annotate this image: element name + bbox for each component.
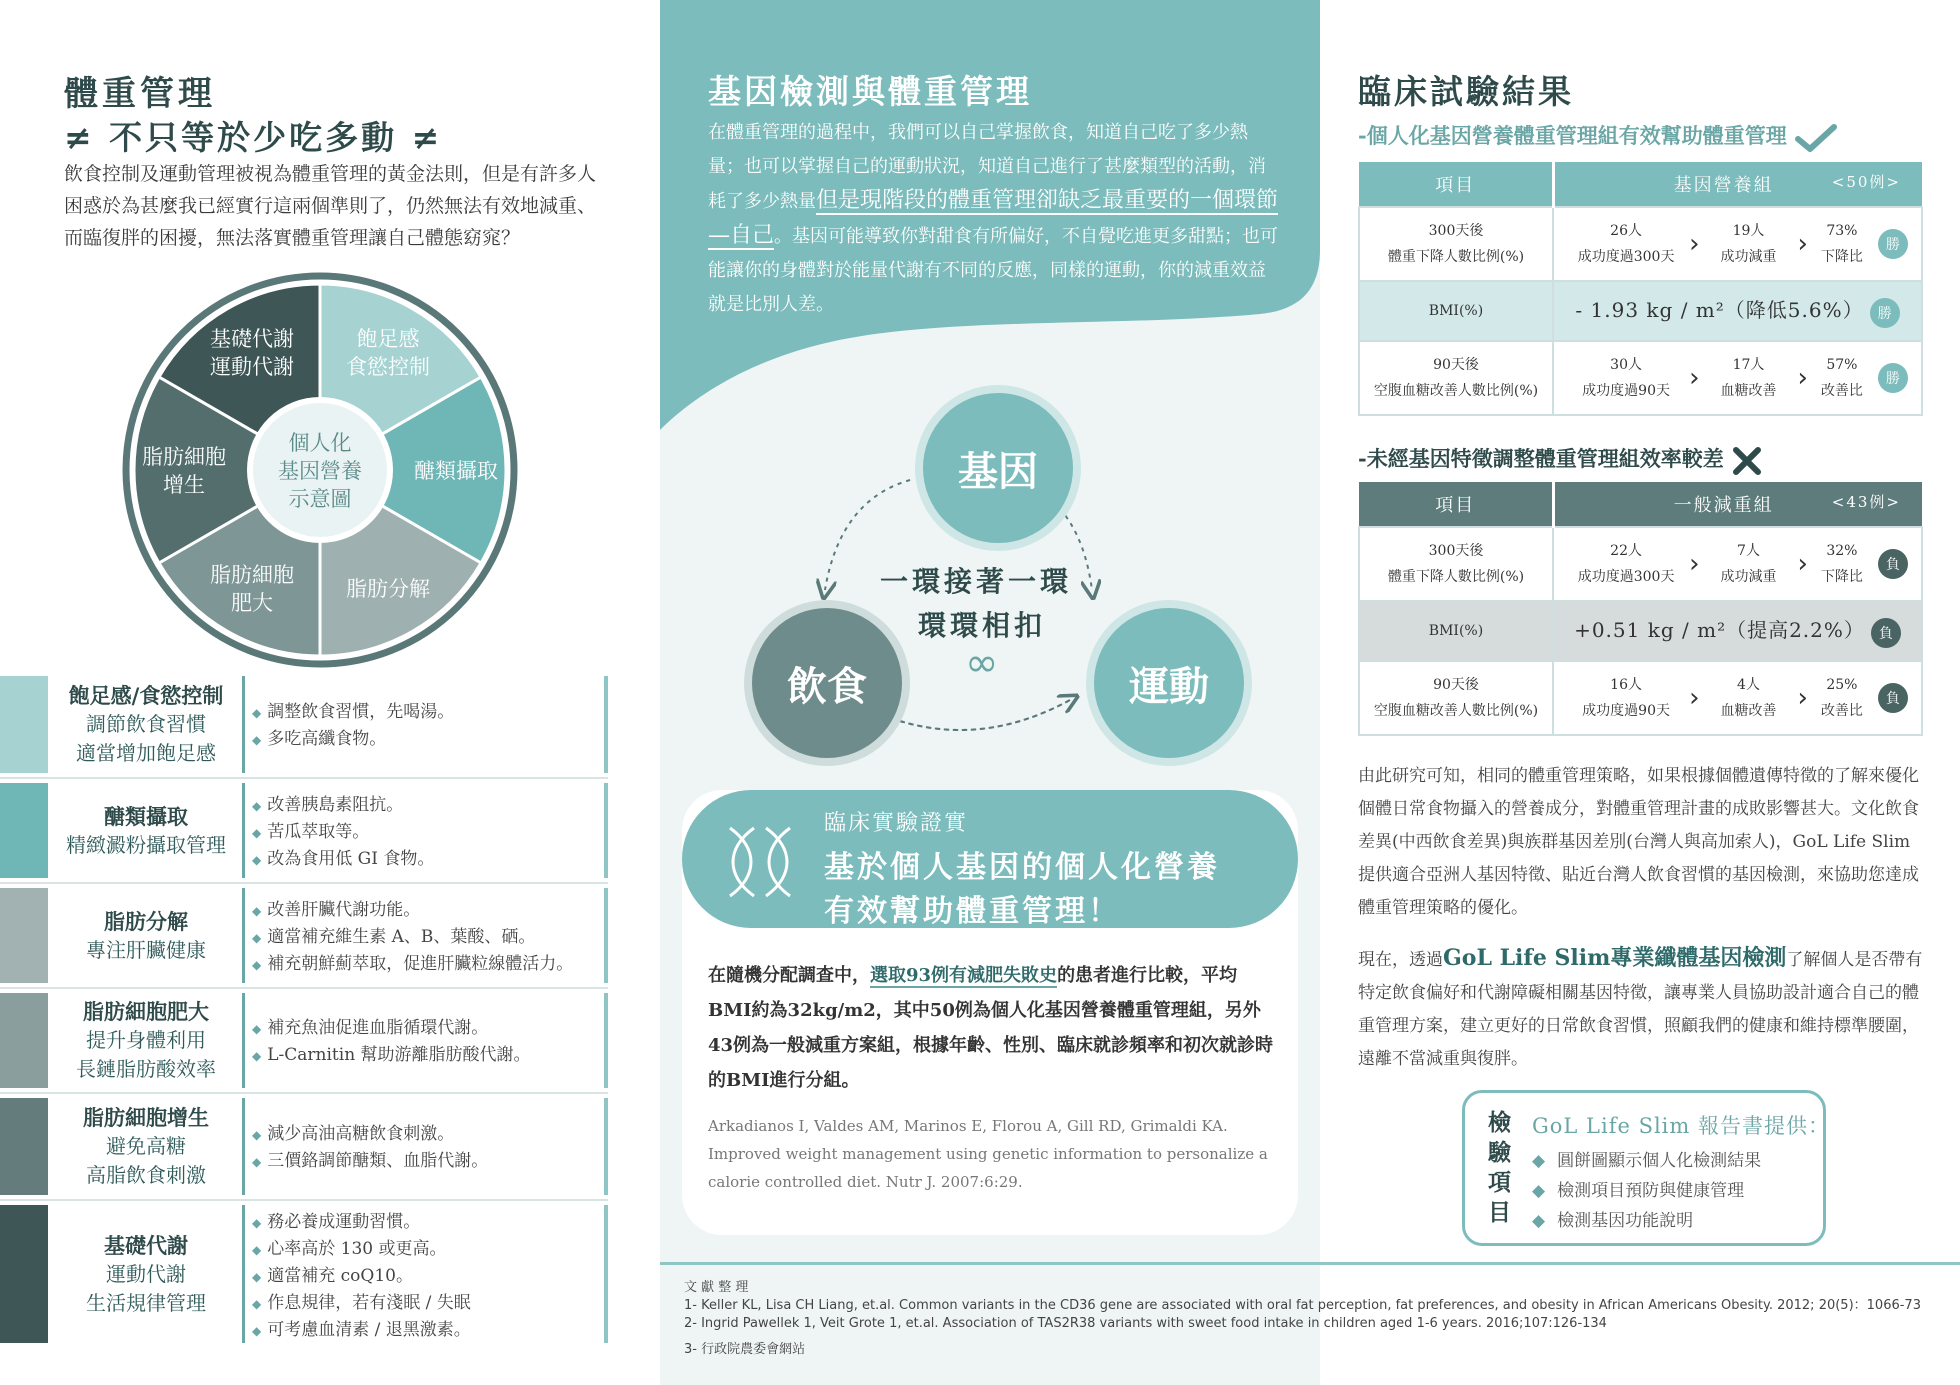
report-title: GoL Life Slim 報告書提供： — [1532, 1114, 1830, 1138]
diamond-icon: ◆ — [252, 1216, 262, 1230]
clinic-para-a: 在隨機分配調查中， — [708, 965, 870, 986]
table-row — [1359, 341, 1922, 415]
value-text: 成功度過90天 — [1582, 703, 1670, 719]
table-item-text: BMI(%) — [1428, 623, 1484, 639]
category-separator — [0, 882, 608, 884]
table-cell-value — [1553, 601, 1922, 661]
category-name: 醣類攝取 — [104, 803, 188, 829]
wheel-center-label: 示意圖 — [288, 487, 352, 511]
report-vertical-char: 檢 — [1488, 1109, 1511, 1136]
diamond-icon: ◆ — [252, 798, 262, 813]
category-item-text: 改為食用低 GI 食物。 — [267, 848, 435, 869]
category-edge — [604, 993, 608, 1088]
report-vertical-char: 項 — [1488, 1169, 1511, 1196]
chevron-right-icon: › — [1689, 683, 1700, 713]
category-edge — [604, 783, 608, 878]
cross-icon — [1731, 446, 1763, 476]
category-edge — [604, 1098, 608, 1195]
reference-item: 2- Ingrid Pawellek 1, Veit Grote 1, et.al. Association of TAS2R38 variants with sweet food intake in children aged 1-6 years. 2016;107:126-134 — [684, 1316, 1607, 1331]
wheel-center-label: 個人化 — [288, 431, 352, 455]
category-item-text: 補充朝鮮薊萃取，促進肝臟粒線體活力。 — [267, 953, 574, 974]
right-paragraph-2 — [1358, 942, 1924, 1076]
category-name: 脂肪分解 — [104, 908, 188, 934]
category-item-text: 心率高於 130 或更高。 — [267, 1239, 447, 1259]
infinity-icon: ∞ — [965, 640, 999, 686]
category-item-text: 三價鉻調節醣類、血脂代謝。 — [267, 1150, 489, 1171]
value-cell — [1812, 672, 1872, 724]
category-edge — [604, 1205, 608, 1343]
category-divider — [242, 993, 245, 1088]
wheel-segment-label: 食慾控制 — [346, 355, 430, 380]
result-badge: 勝 — [1878, 363, 1908, 393]
diamond-icon: ◆ — [252, 1324, 262, 1338]
category-color-bar — [0, 783, 48, 878]
category-item-text: 改善胰島素阻抗。 — [267, 794, 404, 815]
category-title — [48, 1103, 244, 1190]
value-text: 成功度過300天 — [1577, 249, 1675, 265]
value-text: 成功度過90天 — [1582, 383, 1670, 399]
chevron-right-icon: › — [1689, 363, 1700, 393]
category-items — [252, 699, 454, 753]
table-row — [1359, 527, 1922, 601]
category-edge — [604, 676, 608, 773]
chevron-right-icon: › — [1689, 229, 1700, 259]
category-color-bar — [0, 993, 48, 1088]
chevron-right-icon: › — [1689, 549, 1700, 579]
right-subtitle-2-text: -未經基因特徵調整體重管理組效率較差 — [1358, 446, 1724, 471]
category-items — [252, 897, 573, 978]
left-subtitle — [64, 112, 442, 159]
category-item-text: 改善肝臟代謝功能。 — [267, 899, 421, 920]
check-icon — [1794, 123, 1838, 153]
wheel-segment-label: 肥大 — [231, 590, 273, 615]
category-divider — [242, 1098, 245, 1195]
value-text: 25% — [1826, 677, 1858, 693]
value-text: 下降比 — [1820, 249, 1863, 265]
diamond-icon: ◆ — [252, 1154, 262, 1169]
value-text: 改善比 — [1820, 703, 1863, 719]
table-item-text: BMI(%) — [1428, 303, 1484, 319]
value-text: 血糖改善 — [1720, 703, 1777, 719]
left-intro: 飲食控制及運動管理被視為體重管理的黃金法則，但是有許多人困惑於為甚麼我已經實行這兩個準則了，仍然無法有效地減重、而臨復胖的困擾，無法落實體重管理讓自己體態窈窕？ — [64, 163, 597, 249]
value-cell — [1704, 352, 1794, 404]
category-color-bar — [0, 1098, 48, 1195]
right-para2-a: 現在，透過 — [1358, 950, 1443, 970]
category-item-text: 減少高油高糖飲食刺激。 — [267, 1123, 455, 1144]
reference-item: 3- 行政院農委會網站 — [684, 1342, 806, 1357]
table-item-text: 空腹血糖改善人數比例(%) — [1373, 703, 1539, 719]
right-para2-highlight: GoL Life Slim專業纖體基因檢測 — [1443, 945, 1787, 971]
table-cell-value — [1553, 341, 1922, 415]
diamond-icon: ◆ — [252, 903, 262, 918]
table-cell-item — [1359, 341, 1553, 415]
value-text: 30人 — [1610, 357, 1642, 373]
report-item-text: 圓餅圖顯示個人化檢測結果 — [1557, 1151, 1762, 1171]
middle-title: 基因檢測與體重管理 — [708, 72, 1032, 111]
left-title: 體重管理 — [64, 74, 216, 114]
category-separator — [0, 1092, 608, 1094]
category-name: 基礎代謝 — [104, 1232, 188, 1258]
category-item — [252, 924, 573, 951]
table-head-group-name: 基因營養組 — [1673, 175, 1774, 196]
table-item-text: 體重下降人數比例(%) — [1387, 249, 1525, 265]
cycle-gene-circle: 基因 — [915, 385, 1081, 551]
cycle-diet-circle: 飲食 — [744, 600, 910, 766]
table-cell-value — [1553, 207, 1922, 281]
report-vertical-char: 目 — [1488, 1199, 1511, 1226]
category-item — [252, 726, 454, 753]
table-head-group-name: 一般減重組 — [1673, 495, 1774, 516]
report-vertical-label — [1488, 1108, 1518, 1228]
wheel-segment-label: 醣類攝取 — [414, 459, 498, 483]
category-item — [252, 1290, 471, 1317]
middle-intro — [708, 116, 1278, 322]
category-row — [0, 1205, 608, 1343]
chevron-right-icon: › — [1797, 363, 1808, 393]
value-text: 血糖改善 — [1720, 383, 1777, 399]
category-subtitle: 調節飲食習慣 — [86, 712, 206, 736]
value-text: 成功度過300天 — [1577, 569, 1675, 585]
category-items — [252, 1209, 471, 1344]
right-para2-b: 了解個人是否帶有特定飲食偏好和代謝障礙相關基因特徵，讓專業人員協助設計適合自己的體重管理方案，建立更好的日常飲食習慣，照顧我們的健康和維持標準腰圍，遠離不當減重與復胖。 — [1358, 950, 1923, 1069]
diamond-icon: ◆ — [252, 957, 262, 972]
diamond-icon: ◆ — [252, 705, 262, 720]
diamond-icon: ◆ — [252, 1297, 262, 1311]
result-badge: 負 — [1878, 549, 1908, 579]
category-title — [48, 1231, 244, 1318]
category-title — [48, 681, 244, 768]
category-subtitle: 避免高糖 — [106, 1134, 186, 1158]
diamond-icon: ◆ — [252, 1270, 262, 1284]
category-separator — [0, 777, 608, 779]
value-text: 成功減重 — [1720, 249, 1777, 265]
table-cell-value — [1553, 661, 1922, 735]
category-separator — [0, 1199, 608, 1201]
value-text: 4人 — [1737, 677, 1760, 693]
table-cell-item — [1359, 207, 1553, 281]
table-head-item: 項目 — [1359, 162, 1553, 207]
value-cell — [1704, 538, 1794, 590]
category-subtitle: 適當增加飽足感 — [76, 741, 216, 765]
category-item — [252, 897, 573, 924]
table-cell-value — [1553, 281, 1922, 341]
bmi-value: +0.51 kg / m²（提高2.2%） — [1574, 618, 1865, 643]
category-item-text: 調整飲食習慣，先喝湯。 — [267, 701, 455, 722]
table-row — [1359, 601, 1922, 661]
category-item — [252, 1148, 488, 1175]
category-name: 脂肪細胞增生 — [83, 1105, 209, 1130]
category-color-bar — [0, 676, 48, 773]
wheel-segment-label: 基礎代謝 — [210, 327, 294, 352]
category-subtitle: 生活規律管理 — [86, 1290, 206, 1315]
category-item-text: 適當補充 coQ10。 — [267, 1266, 413, 1286]
references-divider — [660, 1262, 1960, 1265]
diamond-icon: ◆ — [252, 930, 262, 945]
right-paragraph-1: 由此研究可知，相同的體重管理策略，如果根據個體遺傳特徵的了解來優化個體日常食物攝入的營養成分，對體重管理計畫的成敗影響甚大。文化飲食差異(中西飲食差異)與族群基因差別(台灣人與高加索人)，GoL Life Slim提供適合亞洲人基因特徵、貼近台灣人飲食習慣的基因檢測，來協助您達成體重管理策略的優化。 — [1358, 766, 1919, 918]
report-item-text: 檢測項目預防與健康管理 — [1557, 1181, 1745, 1201]
table-head-group — [1553, 482, 1922, 527]
middle-intro-highlight: 但是現階段的體重管理卻缺乏最重要的一個環節—自己 — [708, 188, 1279, 248]
category-item — [252, 1121, 488, 1148]
chevron-right-icon: › — [1797, 229, 1808, 259]
table-head-group — [1553, 162, 1922, 207]
value-cell — [1567, 218, 1685, 270]
citation: Arkadianos I, Valdes AM, Marinos E, Florou A, Gill RD, Grimaldi KA. Improved weight management using genetic information to personalize a calorie controlled diet. Nutr J. 2007:6:29. — [708, 1117, 1268, 1191]
table-cell-item — [1359, 601, 1553, 661]
category-subtitle: 提升身體利用 — [86, 1028, 206, 1052]
table-row — [1359, 207, 1922, 281]
value-text: 成功減重 — [1720, 569, 1777, 585]
wheel-segment-label: 脂肪細胞 — [142, 445, 226, 469]
right-subtitle-1 — [1358, 120, 1838, 153]
category-item — [252, 792, 434, 819]
right-title: 臨床試驗結果 — [1358, 72, 1574, 111]
report-item — [1532, 1146, 1761, 1171]
not-equal-icon: ≠ — [411, 118, 443, 157]
category-item — [252, 699, 454, 726]
category-item-text: 適當補充維生素 A、B、葉酸、硒。 — [267, 926, 536, 947]
category-title — [48, 997, 244, 1084]
table-row — [1359, 281, 1922, 341]
table-item-text: 體重下降人數比例(%) — [1387, 569, 1525, 585]
dna-icon — [718, 822, 798, 902]
value-cell — [1567, 672, 1685, 724]
chevron-right-icon: › — [1797, 683, 1808, 713]
category-subtitle: 長鏈脂肪酸效率 — [76, 1057, 216, 1081]
value-text: 57% — [1826, 357, 1858, 373]
table-item-text: 空腹血糖改善人數比例(%) — [1373, 383, 1539, 399]
result-table-gene — [1358, 162, 1923, 416]
report-item — [1532, 1206, 1693, 1231]
cycle-caption-1: 一環接著一環 — [880, 565, 1073, 598]
left-subtitle-text: 不只等於少吃多動 — [109, 118, 398, 157]
wheel-segment-label: 脂肪分解 — [346, 576, 430, 601]
result-badge: 勝 — [1878, 229, 1908, 259]
table-cell-value — [1553, 527, 1922, 601]
category-subtitle: 運動代謝 — [106, 1261, 186, 1286]
category-item — [252, 1015, 531, 1042]
table-item-text: 90天後 — [1433, 357, 1479, 373]
clinic-para-highlight: 選取93例有減肥失敗史 — [870, 965, 1058, 986]
category-item-text: 務必養成運動習慣。 — [267, 1212, 421, 1232]
diamond-icon: ◆ — [252, 1127, 262, 1142]
category-color-bar — [0, 1205, 48, 1343]
middle-intro-b: 。基因可能導致你對甜食有所偏好，不自覺吃進更多甜點；也可能讓你的身體對於能量代謝有不同的反應，同樣的運動，你的減重效益就是比別人差。 — [708, 226, 1279, 315]
category-subtitle: 精緻澱粉攝取管理 — [66, 832, 226, 857]
category-item — [252, 951, 573, 978]
value-text: 22人 — [1610, 543, 1642, 559]
table-row — [1359, 661, 1922, 735]
middle-intro-a: 在體重管理的過程中，我們可以自己掌握飲食，知道自己吃了多少熱量；也可以掌握自己的運動狀況，知道自己進行了甚麼類型的活動，消耗了多少熱量 — [708, 122, 1266, 212]
category-item-text: 作息規律，若有淺眠 / 失眠 — [267, 1293, 471, 1313]
wheel-segment-label: 脂肪細胞 — [210, 562, 294, 587]
category-divider — [242, 676, 245, 773]
value-cell — [1567, 352, 1685, 404]
value-cell — [1812, 218, 1872, 270]
category-title — [48, 907, 244, 965]
category-items — [252, 1121, 488, 1175]
category-color-bar — [0, 888, 48, 983]
wheel-segment-label: 運動代謝 — [210, 355, 294, 380]
category-item — [252, 1209, 471, 1236]
diamond-icon: ◆ — [252, 825, 262, 840]
clinic-para-b: 的患者進行比較，平均BMI約為32kg/m2，其中50例為個人化基因營養體重管理組，另外43例為一般減重方案組，根據年齡、性別、臨床就診頻率和初次就診時的BMI進行分組。 — [708, 965, 1274, 1091]
category-subtitle: 專注肝臟健康 — [86, 937, 206, 962]
clinic-headline-1: 基於個人基因的個人化營養 — [824, 850, 1220, 885]
category-row — [0, 676, 608, 773]
diamond-icon: ◆ — [252, 1021, 262, 1036]
category-divider — [242, 888, 245, 983]
result-badge: 負 — [1878, 683, 1908, 713]
cycle-exercise-circle: 運動 — [1086, 600, 1252, 766]
diamond-icon: ◆ — [252, 1243, 262, 1257]
value-cell — [1704, 672, 1794, 724]
value-text: 73% — [1826, 223, 1858, 239]
value-text: 改善比 — [1820, 383, 1863, 399]
not-equal-icon: ≠ — [64, 118, 95, 157]
table-item-text: 300天後 — [1428, 223, 1484, 239]
value-cell — [1812, 538, 1872, 590]
category-item — [252, 1317, 471, 1344]
table-cell-item — [1359, 527, 1553, 601]
category-item — [252, 1042, 531, 1069]
diamond-icon: ◆ — [252, 1048, 262, 1063]
category-subtitle: 高脂飲食刺激 — [86, 1163, 206, 1187]
category-row — [0, 888, 608, 983]
value-text: 19人 — [1732, 223, 1765, 239]
category-separator — [0, 987, 608, 989]
right-subtitle-2 — [1358, 443, 1763, 476]
diamond-icon: ◆ — [1532, 1211, 1546, 1231]
category-item-text: 多吃高纖食物。 — [267, 728, 387, 749]
table-cell-item — [1359, 281, 1553, 341]
category-row — [0, 783, 608, 878]
wheel-segment-label: 飽足感 — [356, 327, 420, 352]
bmi-value: - 1.93 kg / m²（降低5.6%） — [1575, 298, 1864, 323]
category-item — [252, 819, 434, 846]
category-row — [0, 993, 608, 1088]
diamond-icon: ◆ — [252, 852, 262, 867]
diamond-icon: ◆ — [1532, 1151, 1546, 1171]
value-text: 17人 — [1732, 357, 1765, 373]
category-items — [252, 792, 434, 873]
category-item-text: 可考慮血清素 / 退黑激素。 — [267, 1320, 471, 1340]
diamond-icon: ◆ — [1532, 1181, 1546, 1201]
reference-item: 1- Keller KL, Lisa CH Liang, et.al. Common variants in the CD36 gene are associated with oral fat perception, fat preferences, and obesity in African Americans Obesity. 2012; 20(5)：1066-73 — [684, 1298, 1921, 1313]
category-row — [0, 1098, 608, 1195]
value-text: 16人 — [1610, 677, 1642, 693]
value-cell — [1567, 538, 1685, 590]
wheel-segment-label: 增生 — [163, 473, 205, 497]
value-text: 下降比 — [1820, 569, 1863, 585]
category-item-text: L-Carnitin 幫助游離脂肪酸代謝。 — [267, 1044, 531, 1065]
category-item-text: 補充魚油促進血脂循環代謝。 — [267, 1017, 489, 1038]
result-badge: 勝 — [1870, 298, 1900, 328]
table-head-count: <43例> — [1831, 493, 1901, 511]
chevron-right-icon: › — [1797, 549, 1808, 579]
category-item — [252, 846, 434, 873]
category-item — [252, 1236, 471, 1263]
report-vertical-char: 驗 — [1488, 1139, 1511, 1166]
references-heading: 文 獻 整 理 — [684, 1280, 749, 1295]
category-divider — [242, 783, 245, 878]
value-cell — [1812, 352, 1872, 404]
clinic-label: 臨床實驗證實 — [824, 811, 969, 836]
table-head-item: 項目 — [1359, 482, 1553, 527]
value-text: 26人 — [1610, 223, 1642, 239]
category-item — [252, 1263, 471, 1290]
category-items — [252, 1015, 531, 1069]
category-item-text: 苦瓜萃取等。 — [267, 821, 370, 842]
clinic-headline-2: 有效幫助體重管理！ — [824, 894, 1121, 929]
value-text: 7人 — [1737, 543, 1760, 559]
report-item-text: 檢測基因功能說明 — [1557, 1211, 1694, 1231]
table-head-count: <50例> — [1831, 173, 1901, 191]
table-item-text: 90天後 — [1433, 677, 1479, 693]
category-edge — [604, 888, 608, 983]
category-title — [48, 802, 244, 860]
nutrition-wheel — [120, 270, 520, 670]
wheel-center-label: 基因營養 — [278, 459, 362, 483]
clinic-paragraph — [708, 958, 1278, 1098]
result-badge: 負 — [1871, 618, 1901, 648]
diamond-icon: ◆ — [252, 732, 262, 747]
value-cell — [1704, 218, 1794, 270]
right-subtitle-1-text: -個人化基因營養體重管理組有效幫助體重管理 — [1358, 123, 1787, 148]
table-cell-item — [1359, 661, 1553, 735]
category-divider — [242, 1205, 245, 1343]
category-name: 飽足感/食慾控制 — [68, 683, 224, 708]
category-name: 脂肪細胞肥大 — [83, 999, 209, 1024]
report-item — [1532, 1176, 1744, 1201]
result-table-general — [1358, 482, 1923, 736]
cycle-caption-2: 環環相扣 — [918, 609, 1047, 642]
table-item-text: 300天後 — [1428, 543, 1484, 559]
value-text: 32% — [1826, 543, 1858, 559]
